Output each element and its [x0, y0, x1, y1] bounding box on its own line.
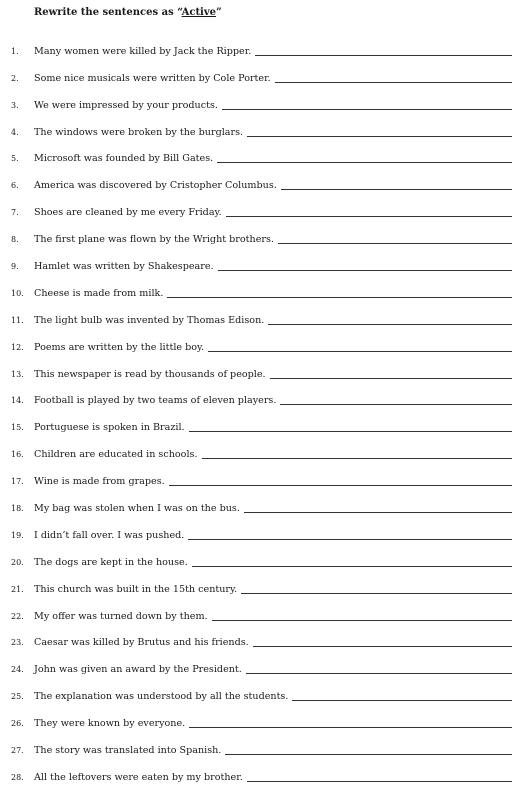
item-sentence: The explanation was understood by all the students.	[34, 691, 289, 703]
item-number: 15.	[11, 423, 24, 433]
worksheet-instruction	[34, 7, 222, 18]
answer-line[interactable]	[188, 538, 512, 540]
item-sentence: John was given an award by the President.	[34, 664, 242, 676]
answer-line[interactable]	[241, 592, 512, 594]
item-number: 26.	[11, 719, 24, 729]
answer-line[interactable]	[244, 511, 512, 513]
exercise-item	[0, 543, 518, 570]
item-sentence: America was discovered by Cristopher Columbus.	[34, 180, 277, 192]
item-number: 27.	[11, 746, 24, 756]
answer-line[interactable]	[212, 619, 512, 621]
item-sentence: Some nice musicals were written by Cole Porter.	[34, 72, 271, 84]
item-sentence: This church was built in the 15th century.	[34, 583, 238, 595]
answer-line[interactable]	[192, 565, 512, 567]
item-sentence: Many women were killed by Jack the Ripper.	[34, 45, 252, 57]
answer-line[interactable]	[189, 430, 512, 432]
item-sentence: Portuguese is spoken in Brazil.	[34, 422, 185, 434]
answer-line[interactable]	[275, 81, 512, 83]
exercise-item	[0, 677, 518, 704]
answer-line[interactable]	[280, 403, 512, 405]
item-sentence: The light bulb was invented by Thomas Edison.	[34, 314, 265, 326]
exercise-item	[0, 113, 518, 140]
item-number: 7.	[11, 208, 19, 218]
answer-line[interactable]	[292, 699, 512, 701]
exercise-item	[0, 86, 518, 113]
exercise-item	[0, 408, 518, 435]
instruction-emphasis: Active	[181, 7, 217, 18]
exercise-item	[0, 301, 518, 328]
item-number: 20.	[11, 557, 24, 567]
item-sentence: The first plane was flown by the Wright brothers.	[34, 234, 274, 246]
item-sentence: All the leftovers were eaten by my brother.	[34, 771, 243, 783]
answer-line[interactable]	[278, 242, 512, 244]
item-number: 12.	[11, 342, 24, 352]
item-number: 17.	[11, 477, 24, 487]
item-sentence: My offer was turned down by them.	[34, 610, 208, 622]
item-number: 19.	[11, 530, 24, 540]
item-number: 21.	[11, 584, 24, 594]
instruction-suffix: ”	[216, 7, 222, 18]
item-number: 6.	[11, 181, 19, 191]
answer-line[interactable]	[189, 726, 512, 728]
exercise-item	[0, 462, 518, 489]
exercise-item	[0, 758, 518, 785]
exercise-item	[0, 704, 518, 731]
exercise-item	[0, 624, 518, 651]
item-sentence: Caesar was killed by Brutus and his friends.	[34, 637, 249, 649]
item-sentence: The dogs are kept in the house.	[34, 556, 188, 568]
item-number: 4.	[11, 127, 19, 137]
answer-line[interactable]	[247, 780, 512, 782]
answer-line[interactable]	[167, 296, 512, 298]
exercise-list	[0, 32, 518, 785]
answer-line[interactable]	[202, 457, 512, 459]
item-sentence: Poems are written by the little boy.	[34, 341, 205, 353]
exercise-item	[0, 328, 518, 355]
exercise-item	[0, 489, 518, 516]
exercise-item	[0, 355, 518, 382]
answer-line[interactable]	[268, 323, 512, 325]
item-number: 25.	[11, 692, 24, 702]
item-number: 1.	[11, 46, 19, 56]
item-number: 14.	[11, 396, 24, 406]
item-number: 24.	[11, 665, 24, 675]
exercise-item	[0, 731, 518, 758]
answer-line[interactable]	[208, 350, 512, 352]
item-sentence: Children are educated in schools.	[34, 449, 198, 461]
item-number: 8.	[11, 235, 19, 245]
item-number: 10.	[11, 288, 24, 298]
item-sentence: Hamlet was written by Shakespeare.	[34, 261, 214, 273]
exercise-item	[0, 166, 518, 193]
answer-line[interactable]	[226, 215, 512, 217]
exercise-item	[0, 193, 518, 220]
item-sentence: I didn’t fall over. I was pushed.	[34, 529, 185, 541]
exercise-item	[0, 59, 518, 86]
answer-line[interactable]	[247, 135, 512, 137]
answer-line[interactable]	[270, 377, 512, 379]
item-number: 16.	[11, 450, 24, 460]
item-number: 18.	[11, 504, 24, 514]
item-sentence: The windows were broken by the burglars.	[34, 126, 244, 138]
item-sentence: The story was translated into Spanish.	[34, 745, 222, 757]
exercise-item	[0, 570, 518, 597]
item-sentence: This newspaper is read by thousands of people.	[34, 368, 266, 380]
item-number: 2.	[11, 73, 19, 83]
item-number: 22.	[11, 611, 24, 621]
exercise-item	[0, 382, 518, 409]
instruction-prefix: Rewrite the sentences as “	[34, 7, 182, 18]
item-sentence: Cheese is made from milk.	[34, 287, 164, 299]
exercise-item	[0, 597, 518, 624]
item-sentence: They were known by everyone.	[34, 718, 186, 730]
item-sentence: Shoes are cleaned by me every Friday.	[34, 207, 222, 219]
item-number: 13.	[11, 369, 24, 379]
answer-line[interactable]	[225, 753, 512, 755]
exercise-item	[0, 435, 518, 462]
item-number: 23.	[11, 638, 24, 648]
exercise-item	[0, 247, 518, 274]
item-sentence: Wine is made from grapes.	[34, 476, 165, 488]
answer-line[interactable]	[253, 645, 512, 647]
exercise-item	[0, 650, 518, 677]
item-number: 11.	[11, 315, 24, 325]
item-sentence: We were impressed by your products.	[34, 99, 218, 111]
exercise-item	[0, 274, 518, 301]
answer-line[interactable]	[217, 161, 512, 163]
answer-line[interactable]	[281, 188, 512, 190]
answer-line[interactable]	[246, 672, 512, 674]
item-number: 3.	[11, 100, 19, 110]
exercise-item	[0, 32, 518, 59]
item-sentence: My bag was stolen when I was on the bus.	[34, 503, 240, 515]
item-number: 9.	[11, 262, 19, 272]
answer-line[interactable]	[222, 108, 512, 110]
exercise-item	[0, 140, 518, 167]
item-number: 5.	[11, 154, 19, 164]
answer-line[interactable]	[218, 269, 512, 271]
answer-line[interactable]	[255, 54, 512, 56]
exercise-item	[0, 220, 518, 247]
item-sentence: Microsoft was founded by Bill Gates.	[34, 153, 214, 165]
item-number: 28.	[11, 772, 24, 782]
item-sentence: Football is played by two teams of eleven players.	[34, 395, 277, 407]
exercise-item	[0, 516, 518, 543]
answer-line[interactable]	[169, 484, 512, 486]
